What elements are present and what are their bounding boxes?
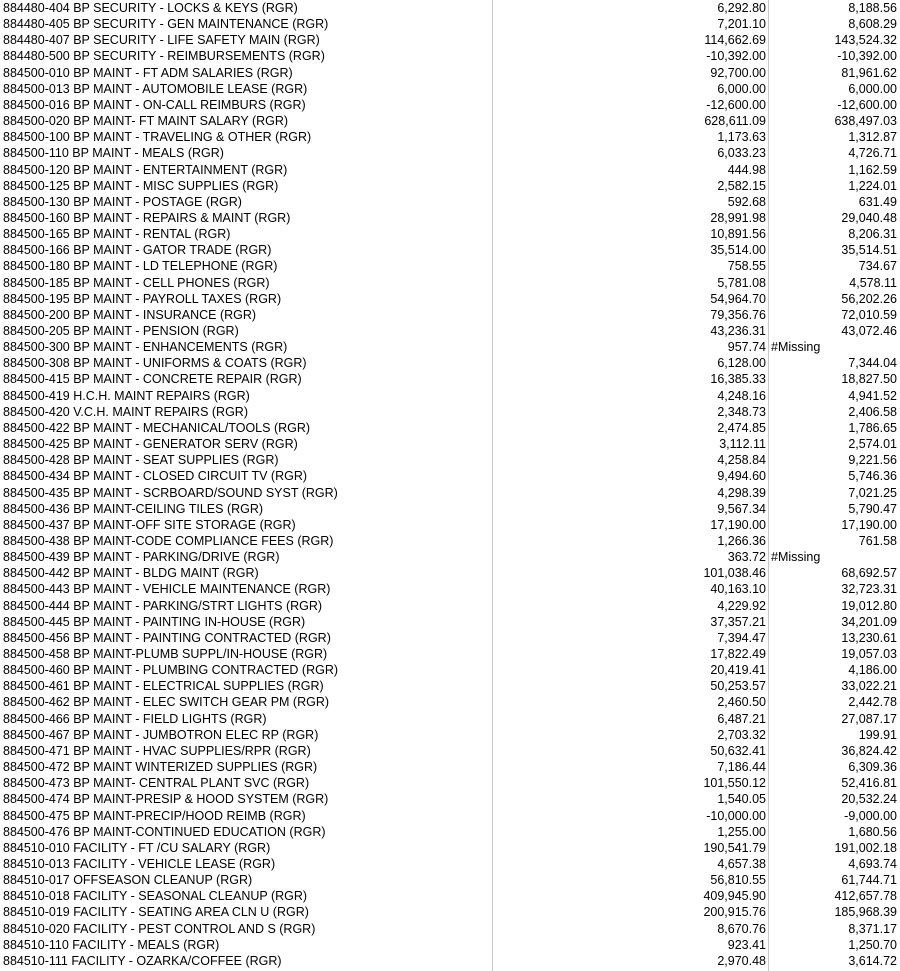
value-cell-1: 20,419.41 [710,663,766,678]
account-cell: 884500-160 BP MAINT - REPAIRS & MAINT (RGR) [3,210,291,225]
value-cell-2: 5,746.36 [848,469,897,484]
account-cell: 884500-439 BP MAINT - PARKING/DRIVE (RGR) [3,550,280,565]
account-cell: 884500-436 BP MAINT-CEILING TILES (RGR) [3,501,264,516]
account-cell: 884500-020 BP MAINT- FT MAINT SALARY (RGR) [3,114,289,129]
account-cell: 884500-300 BP MAINT - ENHANCEMENTS (RGR) [3,340,288,355]
table-row [0,775,900,791]
account-cell: 884510-010 FACILITY - FT /CU SALARY (RGR) [3,840,271,855]
account-cell: 884480-500 BP SECURITY - REIMBURSEMENTS (RGR) [3,49,325,64]
account-cell: 884500-415 BP MAINT - CONCRETE REPAIR (RGR) [3,372,302,387]
value-cell-1: 1,173.63 [717,130,766,145]
table-row [0,856,900,872]
value-cell-1: 6,128.00 [717,356,766,371]
value-cell-2: 29,040.48 [841,210,897,225]
table-row [0,323,900,339]
value-cell-2: 43,072.46 [841,324,897,338]
table-row [0,242,900,258]
value-cell-1: 6,292.80 [717,1,766,15]
value-cell-2: 8,608.29 [848,17,897,32]
table-row [0,953,900,969]
table-row [0,743,900,759]
table-row [0,662,900,678]
value-cell-1: 923.41 [727,937,766,952]
value-cell-2: 7,021.25 [848,485,897,500]
missing-value-cell: #Missing [771,550,821,565]
value-cell-2: 185,968.39 [834,905,897,920]
account-cell: 884500-110 BP MAINT - MEALS (RGR) [3,146,224,161]
account-cell: 884500-166 BP MAINT - GATOR TRADE (RGR) [3,243,272,258]
account-cell: 884500-467 BP MAINT - JUMBOTRON ELEC RP (RGR) [3,727,319,742]
value-cell-1: 2,970.48 [717,953,766,968]
value-cell-2: 2,442.78 [848,695,897,710]
value-cell-2: 13,230.61 [841,630,897,645]
value-cell-1: 7,394.47 [717,630,766,645]
table-row [0,226,900,242]
table-row [0,371,900,387]
value-cell-1: 9,494.60 [717,469,766,484]
table-row [0,113,900,129]
account-cell: 884510-017 OFFSEASON CLEANUP (RGR) [3,873,253,888]
value-cell-1: 56,810.55 [710,873,766,888]
account-cell: 884500-443 BP MAINT - VEHICLE MAINTENANCE (RGR) [3,582,331,597]
account-cell: 884510-019 FACILITY - SEATING AREA CLN U (RGR) [3,905,309,920]
account-cell: 884500-120 BP MAINT - ENTERTAINMENT (RGR) [3,162,288,177]
value-cell-2: 1,250.70 [848,937,897,952]
value-cell-2: 4,941.52 [848,388,897,403]
table-row [0,48,900,64]
table-row [0,162,900,178]
table-row [0,694,900,710]
value-cell-1: 4,657.38 [717,856,766,871]
table-row [0,194,900,210]
table-row [0,16,900,32]
account-cell: 884500-419 H.C.H. MAINT REPAIRS (RGR) [3,388,250,403]
table-row [0,501,900,517]
value-cell-1: 4,298.39 [717,485,766,500]
account-cell: 884500-475 BP MAINT-PRECIP/HOOD REIMB (RGR) [3,808,306,823]
account-cell: 884500-461 BP MAINT - ELECTRICAL SUPPLIES (RGR) [3,679,324,694]
table-row [0,258,900,274]
table-row [0,630,900,646]
value-cell-2: 5,790.47 [848,501,897,516]
value-cell-2: 61,744.71 [841,873,897,888]
value-cell-2: -12,600.00 [837,97,897,112]
value-cell-1: 3,112.11 [719,437,766,452]
value-cell-2: 199.91 [858,727,897,742]
account-cell: 884500-438 BP MAINT-CODE COMPLIANCE FEES (RGR) [3,533,334,548]
value-cell-1: 7,201.10 [717,17,766,32]
value-cell-2: 34,201.09 [841,614,897,629]
value-cell-1: 4,248.16 [717,388,766,403]
account-cell: 884500-100 BP MAINT - TRAVELING & OTHER (RGR) [3,130,312,145]
value-cell-2: 52,416.81 [841,776,897,791]
value-cell-1: 8,670.76 [717,921,766,936]
table-row [0,32,900,48]
account-cell: 884500-434 BP MAINT - CLOSED CIRCUIT TV (RGR) [3,469,308,484]
value-cell-2: -10,392.00 [837,49,897,64]
account-cell: 884500-435 BP MAINT - SCRBOARD/SOUND SYST (RGR) [3,485,338,500]
account-cell: 884500-165 BP MAINT - RENTAL (RGR) [3,227,231,242]
value-cell-2: 8,206.31 [848,227,897,242]
account-cell: 884480-404 BP SECURITY - LOCKS & KEYS (RGR) [3,1,298,15]
account-cell: 884510-020 FACILITY - PEST CONTROL AND S (RGR) [3,921,316,936]
account-cell: 884500-130 BP MAINT - POSTAGE (RGR) [3,194,242,209]
table-row [0,646,900,662]
value-cell-1: 190,541.79 [703,840,766,855]
account-cell: 884500-460 BP MAINT - PLUMBING CONTRACTED (RGR) [3,663,339,678]
value-cell-1: 758.55 [727,259,766,274]
account-cell: 884500-016 BP MAINT - ON-CALL REIMBURS (RGR) [3,97,306,112]
account-cell: 884500-437 BP MAINT-OFF SITE STORAGE (RGR) [3,517,296,532]
value-cell-2: 32,723.31 [841,582,897,597]
value-cell-2: 761.58 [858,533,897,548]
value-cell-2: 4,186.00 [848,663,897,678]
table-row [0,533,900,549]
value-cell-2: 4,578.11 [849,275,897,290]
account-cell: 884500-205 BP MAINT - PENSION (RGR) [3,324,239,338]
value-cell-1: 28,991.98 [710,210,766,225]
value-cell-1: -10,392.00 [706,49,766,64]
value-cell-2: 734.67 [858,259,897,274]
value-cell-1: 363.72 [727,550,766,565]
value-cell-1: 957.74 [727,340,766,355]
table-row [0,791,900,807]
table-row [0,711,900,727]
value-cell-2: 72,010.59 [841,307,897,322]
table-row [0,565,900,581]
account-cell: 884500-471 BP MAINT - HVAC SUPPLIES/RPR (RGR) [3,743,311,758]
value-cell-2: 2,574.01 [848,437,897,452]
account-cell: 884500-476 BP MAINT-CONTINUED EDUCATION (RGR) [3,824,326,839]
value-cell-1: 4,258.84 [717,453,766,468]
account-cell: 884500-422 BP MAINT - MECHANICAL/TOOLS (RGR) [3,420,311,435]
value-cell-2: 68,692.57 [841,566,897,581]
value-cell-2: 33,022.21 [841,679,897,694]
account-cell: 884500-180 BP MAINT - LD TELEPHONE (RGR) [3,259,278,274]
value-cell-2: 9,221.56 [848,453,897,468]
value-cell-1: 50,253.57 [710,679,766,694]
value-cell-1: 200,915.76 [703,905,766,920]
table-row [0,0,900,16]
value-cell-2: 19,012.80 [841,598,897,613]
account-cell: 884500-466 BP MAINT - FIELD LIGHTS (RGR) [3,711,267,726]
value-cell-1: -12,600.00 [706,97,766,112]
value-cell-2: 7,344.04 [848,356,897,371]
value-cell-1: 7,186.44 [717,760,766,775]
value-cell-2: 3,614.72 [848,953,897,968]
value-cell-2: 143,524.32 [834,33,897,48]
value-cell-2: 4,693.74 [848,856,897,871]
value-cell-1: 5,781.08 [717,275,766,290]
value-cell-1: 2,460.50 [717,695,766,710]
value-cell-1: 35,514.00 [710,243,766,258]
value-cell-2: 2,406.58 [848,404,897,419]
value-cell-1: 43,236.31 [710,324,766,338]
value-cell-2: 20,532.24 [841,792,897,807]
account-cell: 884500-420 V.C.H. MAINT REPAIRS (RGR) [3,404,248,419]
table-row [0,452,900,468]
value-cell-2: 6,000.00 [848,81,897,96]
table-row [0,517,900,533]
table-row [0,291,900,307]
table-row [0,81,900,97]
value-cell-1: 6,033.23 [717,146,766,161]
value-cell-2: 1,224.01 [848,178,897,193]
value-cell-1: 79,356.76 [710,307,766,322]
value-cell-2: 27,087.17 [841,711,897,726]
account-cell: 884480-405 BP SECURITY - GEN MAINTENANCE (RGR) [3,17,329,32]
value-cell-1: 2,348.73 [717,404,766,419]
value-cell-2: 412,657.78 [834,889,897,904]
table-row [0,888,900,904]
value-cell-1: 1,540.05 [717,792,766,807]
value-cell-2: 6,309.36 [848,760,897,775]
value-cell-1: 2,474.85 [717,420,766,435]
value-cell-1: 592.68 [727,194,766,209]
account-cell: 884500-473 BP MAINT- CENTRAL PLANT SVC (RGR) [3,776,310,791]
missing-value-cell: #Missing [771,340,821,355]
account-cell: 884500-200 BP MAINT - INSURANCE (RGR) [3,307,257,322]
table-row [0,485,900,501]
table-row [0,678,900,694]
table-row [0,549,900,565]
table-row [0,388,900,404]
value-cell-2: 1,680.56 [848,824,897,839]
value-cell-1: 37,357.21 [710,614,766,629]
account-cell: 884510-013 FACILITY - VEHICLE LEASE (RGR) [3,856,276,871]
value-cell-1: 54,964.70 [710,291,766,306]
table-row [0,436,900,452]
value-cell-1: 9,567.34 [717,501,766,516]
account-cell: 884510-018 FACILITY - SEASONAL CLEANUP (RGR) [3,889,308,904]
value-cell-2: 1,786.65 [848,420,897,435]
value-cell-1: 409,945.90 [703,889,766,904]
account-cell: 884500-308 BP MAINT - UNIFORMS & COATS (RGR) [3,356,307,371]
table-row [0,404,900,420]
table-row [0,581,900,597]
table-row [0,339,900,355]
value-cell-2: 36,824.42 [841,743,897,758]
value-cell-2: 631.49 [858,194,897,209]
value-cell-1: 16,385.33 [710,372,766,387]
table-row [0,840,900,856]
value-cell-1: 6,487.21 [717,711,766,726]
value-cell-1: -10,000.00 [706,808,766,823]
account-cell: 884500-185 BP MAINT - CELL PHONES (RGR) [3,275,270,290]
value-cell-1: 92,700.00 [710,65,766,80]
value-cell-2: 8,188.56 [848,1,897,15]
value-cell-1: 1,266.36 [717,533,766,548]
table-row [0,598,900,614]
account-cell: 884500-442 BP MAINT - BLDG MAINT (RGR) [3,566,259,581]
value-cell-2: 4,726.71 [848,146,897,161]
account-cell: 884500-428 BP MAINT - SEAT SUPPLIES (RGR) [3,453,279,468]
value-cell-1: 17,190.00 [710,517,766,532]
table-row [0,937,900,953]
table-row [0,355,900,371]
value-cell-2: 19,057.03 [841,647,897,661]
table-row [0,275,900,291]
account-cell: 884500-458 BP MAINT-PLUMB SUPPL/IN-HOUSE (RGR) [3,647,328,661]
account-cell: 884500-195 BP MAINT - PAYROLL TAXES (RGR) [3,291,282,306]
value-cell-1: 50,632.41 [710,743,766,758]
value-cell-2: 81,961.62 [841,65,897,80]
account-cell: 884510-111 FACILITY - OZARKA/COFFEE (RGR) [3,953,282,968]
table-row [0,178,900,194]
table-row [0,468,900,484]
account-cell: 884500-425 BP MAINT - GENERATOR SERV (RGR) [3,437,298,452]
table-row [0,614,900,630]
account-cell: 884510-110 FACILITY - MEALS (RGR) [3,937,220,952]
account-cell: 884500-456 BP MAINT - PAINTING CONTRACTED (RGR) [3,630,331,645]
table-row [0,872,900,888]
table-row [0,420,900,436]
value-cell-1: 628,611.09 [704,114,766,129]
table-row [0,808,900,824]
table-row [0,129,900,145]
value-cell-2: 18,827.50 [841,372,897,387]
account-cell: 884480-407 BP SECURITY - LIFE SAFETY MAIN (RGR) [3,33,320,48]
account-cell: 884500-462 BP MAINT - ELEC SWITCH GEAR PM (RGR) [3,695,330,710]
table-row [0,97,900,113]
value-cell-1: 2,703.32 [717,727,766,742]
value-cell-1: 114,662.69 [704,33,766,48]
table-row [0,759,900,775]
value-cell-2: 638,497.03 [834,114,897,129]
value-cell-2: 1,312.87 [848,130,897,145]
value-cell-2: 1,162.59 [848,162,897,177]
value-cell-1: 6,000.00 [717,81,766,96]
account-cell: 884500-445 BP MAINT - PAINTING IN-HOUSE (RGR) [3,614,306,629]
account-cell: 884500-472 BP MAINT WINTERIZED SUPPLIES (RGR) [3,760,318,775]
table-row [0,824,900,840]
value-cell-1: 101,550.12 [703,776,766,791]
value-cell-2: 17,190.00 [841,517,897,532]
table-row [0,307,900,323]
value-cell-2: 35,514.51 [841,243,897,258]
table-row [0,727,900,743]
value-cell-2: 56,202.26 [841,291,897,306]
value-cell-1: 2,582.15 [717,178,766,193]
value-cell-1: 17,822.49 [710,647,766,661]
value-cell-1: 101,038.46 [703,566,766,581]
account-cell: 884500-444 BP MAINT - PARKING/STRT LIGHTS (RGR) [3,598,323,613]
value-cell-1: 444.98 [727,162,766,177]
value-cell-1: 1,255.00 [717,824,766,839]
value-cell-2: -9,000.00 [844,808,897,823]
value-cell-2: 191,002.18 [834,840,897,855]
table-row [0,210,900,226]
account-cell: 884500-474 BP MAINT-PRESIP & HOOD SYSTEM (RGR) [3,792,329,807]
table-row [0,65,900,81]
value-cell-1: 10,891.56 [710,227,766,242]
value-cell-1: 40,163.10 [710,582,766,597]
table-row [0,921,900,937]
value-cell-1: 4,229.92 [717,598,766,613]
account-cell: 884500-125 BP MAINT - MISC SUPPLIES (RGR) [3,178,279,193]
value-cell-2: 8,371.17 [848,921,897,936]
table-row [0,904,900,920]
account-cell: 884500-013 BP MAINT - AUTOMOBILE LEASE (RGR) [3,81,308,96]
account-cell: 884500-010 BP MAINT - FT ADM SALARIES (RGR) [3,65,293,80]
table-row [0,145,900,161]
